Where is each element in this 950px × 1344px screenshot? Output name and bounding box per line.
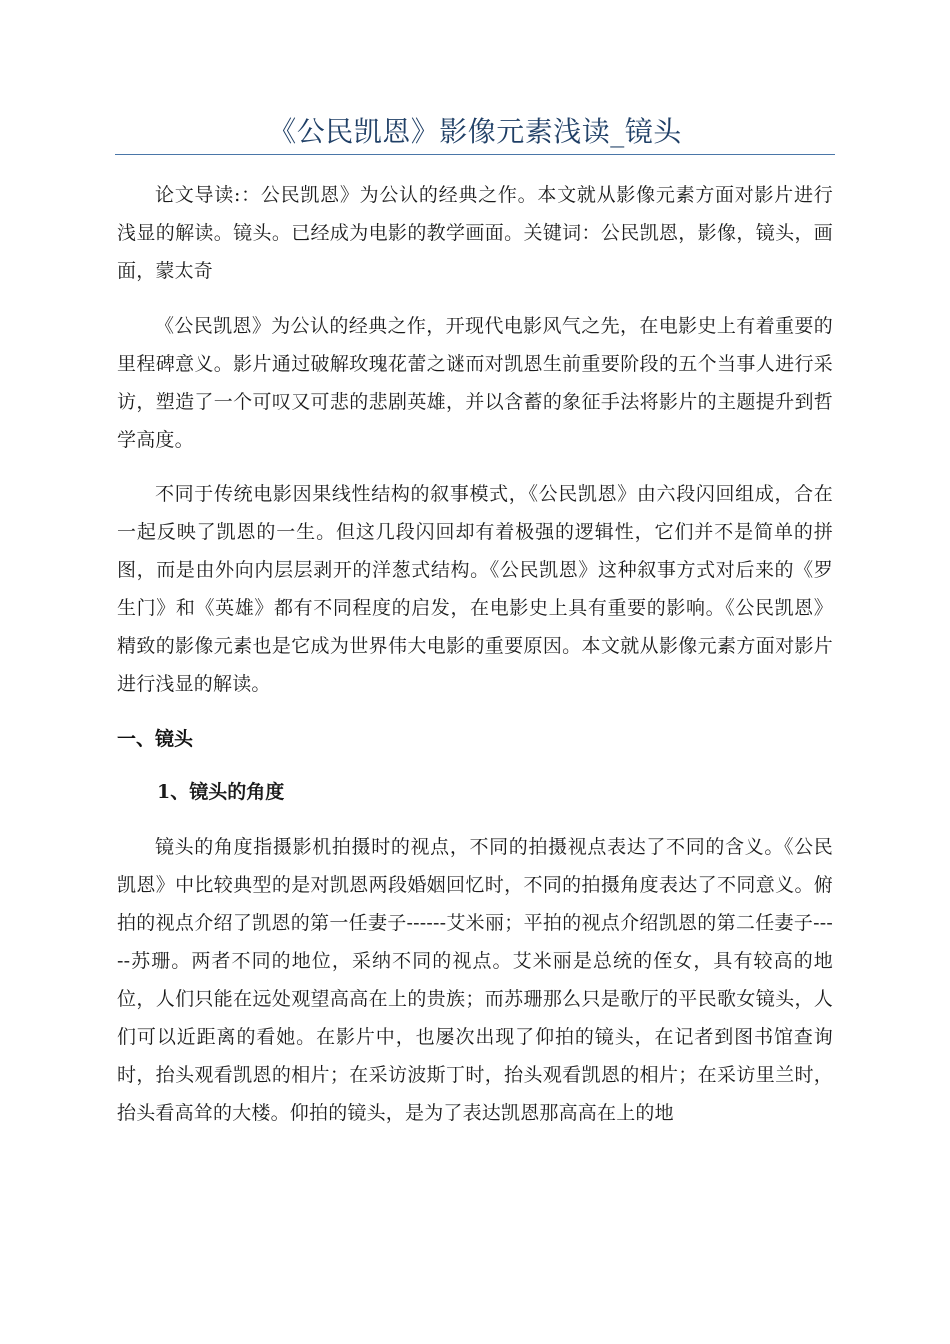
body-paragraph-2: 不同于传统电影因果线性结构的叙事模式，《公民凯恩》由六段闪回组成，合在一起反映了凯恩的一生。但这几段闪回却有着极强的逻辑性，它们并不是简单的拼图，而是由外向内层层剥开的洋葱式结构。《公民凯恩》这种叙事方式对后来的《罗生门》和《英雄》都有不同程度的启发，在电影史上具有重要的影响。《公民凯恩》精致的影像元素也是它成为世界伟大电影的重要原因。本文就从影像元素方面对影片进行浅显的解读。 xyxy=(117,483,833,695)
body-paragraph-1: 《公民凯恩》为公认的经典之作，开现代电影风气之先，在电影史上有着重要的里程碑意义。影片通过破解玫瑰花蕾之谜而对凯恩生前重要阶段的五个当事人进行采访，塑造了一个可叹又可悲的悲剧英雄，并以含蓄的象征手法将影片的主题提升到哲学高度。 xyxy=(117,315,833,451)
section-paragraph: 镜头的角度指摄影机拍摄时的视点，不同的拍摄视点表达了不同的含义。《公民凯恩》中比较典型的是对凯恩两段婚姻回忆时，不同的拍摄角度表达了不同意义。俯拍的视点介绍了凯恩的第一任妻子------艾米丽；平拍的视点介绍凯恩的第二任妻子-----苏珊。两者不同的地位，采纳不同的视点。艾米丽是总统的侄女，具有较高的地位，人们只能在远处观望高高在上的贵族；而苏珊那么只是歌厅的平民歌女镜头，人们可以近距离的看她。在影片中，也屡次出现了仰拍的镜头，在记者到图书馆查询时，抬头观看凯恩的相片；在采访波斯丁时，抬头观看凯恩的相片；在采访里兰时，抬头看高耸的大楼。仰拍的镜头，是为了表达凯恩那高高在上的地 xyxy=(117,836,833,1124)
section-heading: 一、镜头 xyxy=(117,728,194,750)
abstract-paragraph: 论文导读:：公民凯恩》为公认的经典之作。本文就从影像元素方面对影片进行浅显的解读。镜头。已经成为电影的教学画面。关键词：公民凯恩，影像，镜头，画面，蒙太奇 xyxy=(117,184,833,282)
document-title: 《公民凯恩》影像元素浅读_镜头 xyxy=(268,115,682,148)
title-underline xyxy=(115,154,835,155)
subsection-heading: 1、镜头的角度 xyxy=(157,781,285,803)
